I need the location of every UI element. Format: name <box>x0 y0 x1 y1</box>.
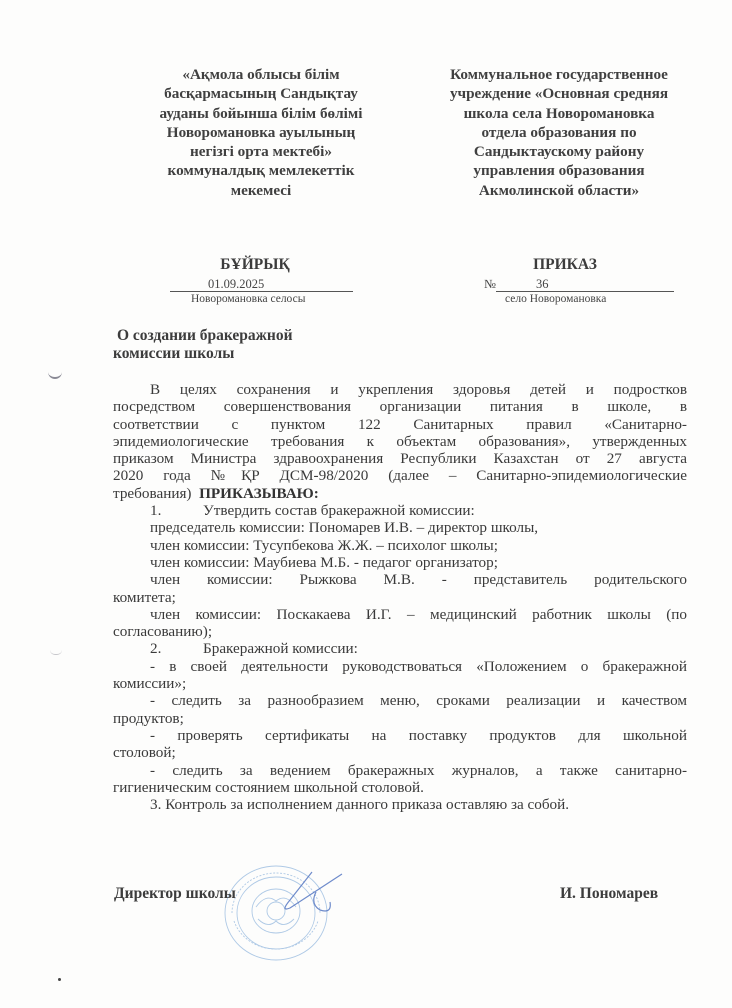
signature-name: И. Пономарев <box>560 885 659 902</box>
intro-line: В целях сохранения и укрепления здоровья детей и подростков <box>150 381 687 398</box>
header-ru-line: Акмолинской области» <box>478 181 640 199</box>
duty-line: - проверять сертификаты на поставку продуктов для школьной <box>150 726 687 744</box>
header-ru-line: отдела образования по <box>481 123 637 141</box>
item-1 <box>113 502 687 519</box>
member-line: член комиссии: Поскакаева И.Г. – медицинский работник школы (по <box>150 605 687 623</box>
order-title-kz: БҰЙРЫҚ <box>220 256 290 273</box>
place-kz: Новоромановка селосы <box>191 293 306 305</box>
order-title-ru: ПРИКАЗ <box>533 256 597 273</box>
header-kz-line: коммуналдық мемлекеттік <box>167 162 355 180</box>
order-word: ПРИКАЗЫВАЮ: <box>199 484 319 502</box>
order-body <box>113 381 687 813</box>
header-kz-line: «Ақмола облысы білім <box>182 66 340 83</box>
duty-line: продуктов; <box>113 709 184 727</box>
intro-line: посредством совершенствования организации питания в школе, в <box>113 398 687 416</box>
header-ru-line: Коммунальное государственное <box>450 66 668 83</box>
order-subject <box>113 327 293 363</box>
stamp-text-arc <box>234 921 318 949</box>
member-line: комитета; <box>113 588 176 606</box>
subject-line: О создании бракеражной <box>117 327 293 344</box>
header-ru-line: управления образования <box>473 162 645 180</box>
punch-mark <box>48 370 62 379</box>
item-1-text: Утвердить состав бракеражной комиссии: <box>203 502 475 520</box>
member-line: председатель комиссии: Пономарев И.В. – директор школы, <box>150 519 539 537</box>
handwritten-signature <box>250 870 360 925</box>
header-russian <box>418 65 700 200</box>
header-ru-line: учреждение «Основная средняя <box>449 85 669 103</box>
duty-line: - в своей деятельности руководствоваться «Положением о бракеражной <box>150 657 687 675</box>
duty-line: гигиеническим состоянием школьной столовой. <box>113 778 424 796</box>
number-underline <box>496 291 674 292</box>
intro-line: приказом Министра здравоохранения Республики Казахстан от 27 августа <box>113 450 687 468</box>
duty-line: комиссии»; <box>113 675 187 693</box>
member-line: член комиссии: Рыжкова М.В. - представитель родительского <box>150 571 687 589</box>
intro-line: 2020 года №ҚР ДСМ-98/2020 (далее – Санитарно-эпидемиологические <box>113 467 687 485</box>
item-2 <box>113 640 687 657</box>
header-kz-line: басқармасының Сандықтау <box>164 85 358 103</box>
punch-mark <box>50 650 62 655</box>
subject-line: комиссии школы <box>113 345 235 362</box>
place-ru: село Новоромановка <box>505 293 607 305</box>
member-line: член комиссии: Тусупбекова Ж.Ж. – психолог школы; <box>150 536 498 554</box>
duty-line: - следить за ведением бракеражных журналов, а также санитарно- <box>150 761 687 779</box>
header-kz-line: негізгі орта мектебі» <box>190 143 332 161</box>
item-1-number: 1. <box>150 502 162 520</box>
item-2-number: 2. <box>150 640 162 658</box>
signature-position: Директор школы <box>114 885 236 902</box>
order-date: 01.09.2025 <box>208 277 265 291</box>
header-kz-line: мекемесі <box>230 181 292 199</box>
member-line: член комиссии: Маубиева М.Б. - педагог организатор; <box>150 553 498 571</box>
header-kazakh <box>142 65 380 200</box>
speck-mark <box>58 978 61 981</box>
order-number: 36 <box>536 277 549 291</box>
intro-tail: требования) <box>113 484 192 502</box>
intro-line: эпидемиологические требования к объектам образования», утвержденных <box>113 432 687 450</box>
header-ru-line: Сандыктаускому району <box>473 143 645 161</box>
duty-line: - следить за разнообразием меню, сроками реализации и качеством <box>150 692 687 710</box>
number-label: № <box>484 277 496 291</box>
item-3: 3. Контроль за исполнением данного приказа оставляю за собой. <box>150 796 570 814</box>
item-2-text: Бракеражной комиссии: <box>203 640 358 658</box>
header-kz-line: ауданы бойынша білім бөлімі <box>159 104 363 122</box>
member-line: согласованию); <box>113 623 213 641</box>
intro-line: соответствии с пунктом 122 Санитарных правил «Санитарно- <box>113 415 687 433</box>
header-ru-line: школа села Новоромановка <box>463 104 655 122</box>
duty-line: столовой; <box>113 744 176 762</box>
intro-tail-line <box>113 485 687 502</box>
header-kz-line: Новоромановка ауылының <box>166 123 356 141</box>
